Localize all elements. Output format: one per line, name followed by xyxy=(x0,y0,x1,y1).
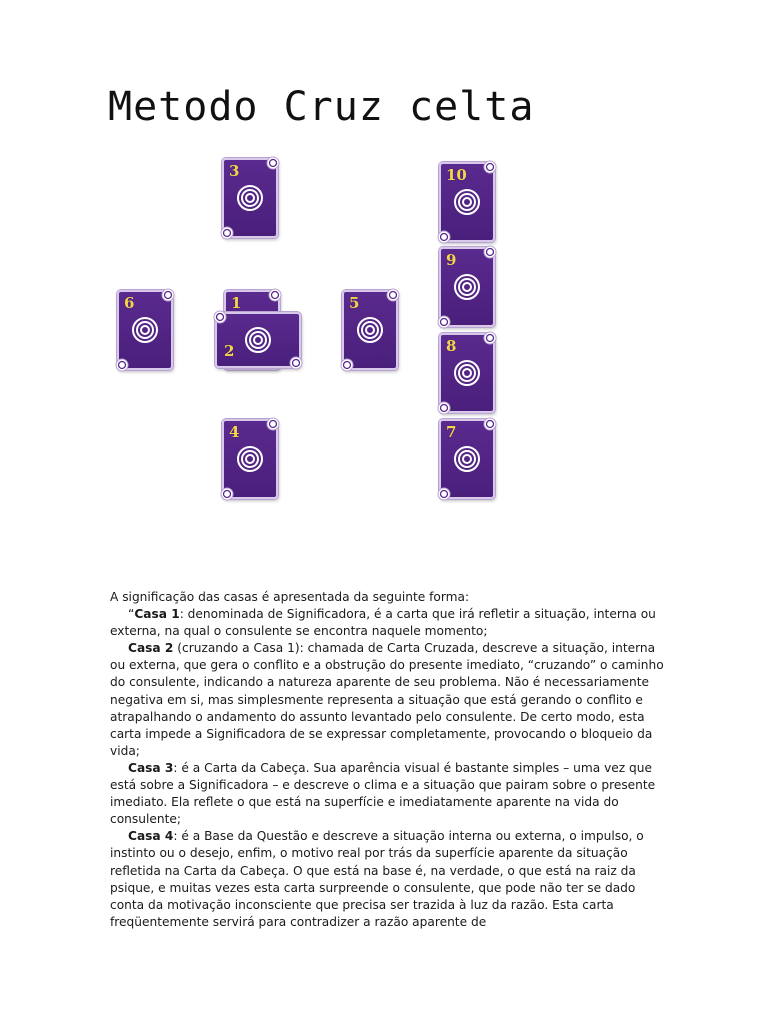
spiral-icon xyxy=(289,356,303,370)
casa-3-text: : é a Carta da Cabeça. Sua aparência visual é bastante simples – uma vez que está sobre a Significadora – e descreve o clima e a situação que pairam sobre o presente imediato. Ela reflete o que está na superfície e imediatamente aparente na vida do consulente; xyxy=(110,760,656,827)
spiral-icon xyxy=(437,315,451,329)
spiral-icon xyxy=(131,316,159,344)
spiral-icon xyxy=(386,288,400,302)
card-number: 6 xyxy=(124,294,135,312)
card-7 xyxy=(439,419,495,499)
spiral-icon xyxy=(483,331,497,345)
spiral-icon xyxy=(236,184,264,212)
spiral-icon xyxy=(268,288,282,302)
spiral-icon xyxy=(453,359,481,387)
spiral-icon xyxy=(266,417,280,431)
page-title: Metodo Cruz celta xyxy=(108,84,535,130)
spiral-icon xyxy=(483,245,497,259)
casa-4-text: : é a Base da Questão e descreve a situação interna ou externa, o impulso, o instinto ou o desejo, enfim, o motivo real por trás da superfície aparente da situação refletida na Carta da Cabeça. O que está na base é, na verdade, o que está na raiz da psique, e muitas vezes esta carta surpreende o consulente, que pode não ter se dado conta da motivação inconsciente que precisa ser trazida à luz da razão. Esta carta freqüentemente servirá para contradizer a razão aparente de xyxy=(110,829,644,929)
spiral-icon xyxy=(213,310,227,324)
card-number: 4 xyxy=(229,423,240,441)
spiral-icon xyxy=(437,487,451,501)
casa-4-paragraph xyxy=(110,828,670,931)
casa-2-paragraph xyxy=(110,640,670,760)
card-number: 9 xyxy=(446,251,457,269)
spiral-icon xyxy=(236,445,264,473)
spiral-icon xyxy=(115,358,129,372)
card-5 xyxy=(342,290,398,370)
body-text xyxy=(110,589,670,931)
spiral-icon xyxy=(244,326,272,354)
card-number: 8 xyxy=(446,337,457,355)
casa-2-label: Casa 2 xyxy=(128,641,174,656)
spiral-icon xyxy=(453,445,481,473)
spiral-icon xyxy=(453,188,481,216)
spiral-icon xyxy=(340,358,354,372)
casa-2-text: (cruzando a Casa 1): chamada de Carta Cruzada, descreve a situação, interna ou externa, que gera o conflito e a obstrução do presente imediato, “cruzando” o caminho do consulente, indicando a natureza aparente de seu problema. Não é necessariamente negativa em si, mas simplesmente representa a situação que está gerando o conflito e atrapalhando o andamento do assunto levantado pelo consulente. De certo modo, esta carta impede a Significadora de se expressar completamente, provocando o bloqueio da vida; xyxy=(110,641,664,758)
card-9 xyxy=(439,247,495,327)
card-number: 10 xyxy=(446,166,467,184)
card-4 xyxy=(222,419,278,499)
casa-3-label: Casa 3 xyxy=(128,760,174,775)
card-6 xyxy=(117,290,173,370)
card-number: 3 xyxy=(229,162,240,180)
card-number: 7 xyxy=(446,423,457,441)
card-number: 5 xyxy=(349,294,360,312)
spiral-icon xyxy=(483,417,497,431)
spiral-icon xyxy=(356,316,384,344)
card-8 xyxy=(439,333,495,413)
spiral-icon xyxy=(161,288,175,302)
card-10 xyxy=(439,162,495,242)
card-number: 2 xyxy=(224,342,235,360)
card-3 xyxy=(222,158,278,238)
spiral-icon xyxy=(266,156,280,170)
spiral-icon xyxy=(453,273,481,301)
casa-1-paragraph xyxy=(110,606,670,640)
casa-1-text: : denominada de Significadora, é a carta que irá refletir a situação, interna ou externa, na qual o consulente se encontra naquele momento; xyxy=(110,607,656,639)
spiral-icon xyxy=(483,160,497,174)
spiral-icon xyxy=(437,230,451,244)
card-number: 1 xyxy=(231,294,242,312)
card-2 xyxy=(215,312,301,368)
spiral-icon xyxy=(220,487,234,501)
intro-paragraph: A significação das casas é apresentada da seguinte forma: xyxy=(110,590,470,604)
casa-1-label: Casa 1 xyxy=(134,607,180,622)
spiral-icon xyxy=(220,226,234,240)
casa-3-paragraph xyxy=(110,760,670,828)
open-quote: “ xyxy=(128,607,135,622)
casa-4-label: Casa 4 xyxy=(128,829,174,844)
spiral-icon xyxy=(437,401,451,415)
